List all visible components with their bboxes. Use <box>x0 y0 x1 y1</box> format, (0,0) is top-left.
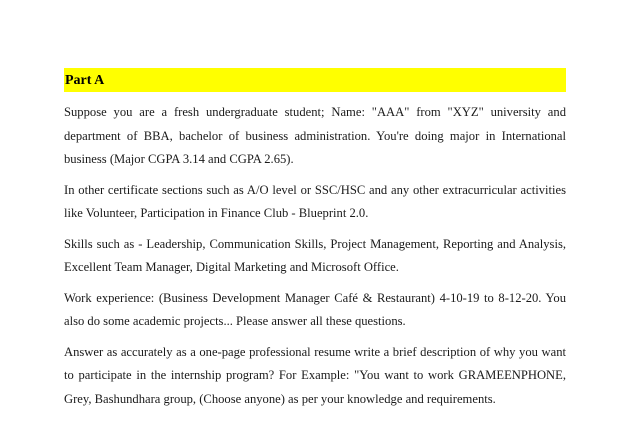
document-page <box>64 68 566 418</box>
paragraph-work-experience: Work experience: (Business Development Manager Café & Restaurant) 4-10-19 to 8-12-20. You also do some academic projects... Please answer all these questions. <box>64 290 566 328</box>
heading-highlight <box>64 68 566 92</box>
paragraph-instructions: Answer as accurately as a one-page professional resume write a brief description of why you want to participate in the internship program? For Example: "You want to work GRAMEENPHONE, Grey, Bashundhara group, (Choose anyone) as per your knowledge and requirements. <box>64 344 566 406</box>
section-heading: Part A <box>65 73 105 88</box>
paragraph-skills: Skills such as - Leadership, Communication Skills, Project Management, Reporting and Analysis, Excellent Team Manager, Digital Marketing and Microsoft Office. <box>64 236 566 274</box>
paragraph-student-info: Suppose you are a fresh undergraduate student; Name: "AAA" from "XYZ" university and department of BBA, bachelor of business administration. You're doing major in International business (Major CGPA 3.14 and CGPA 2.65). <box>64 105 566 166</box>
paragraph-certificates: In other certificate sections such as A/O level or SSC/HSC and any other extracurricular activities like Volunteer, Participation in Finance Club - Blueprint 2.0. <box>64 182 566 220</box>
